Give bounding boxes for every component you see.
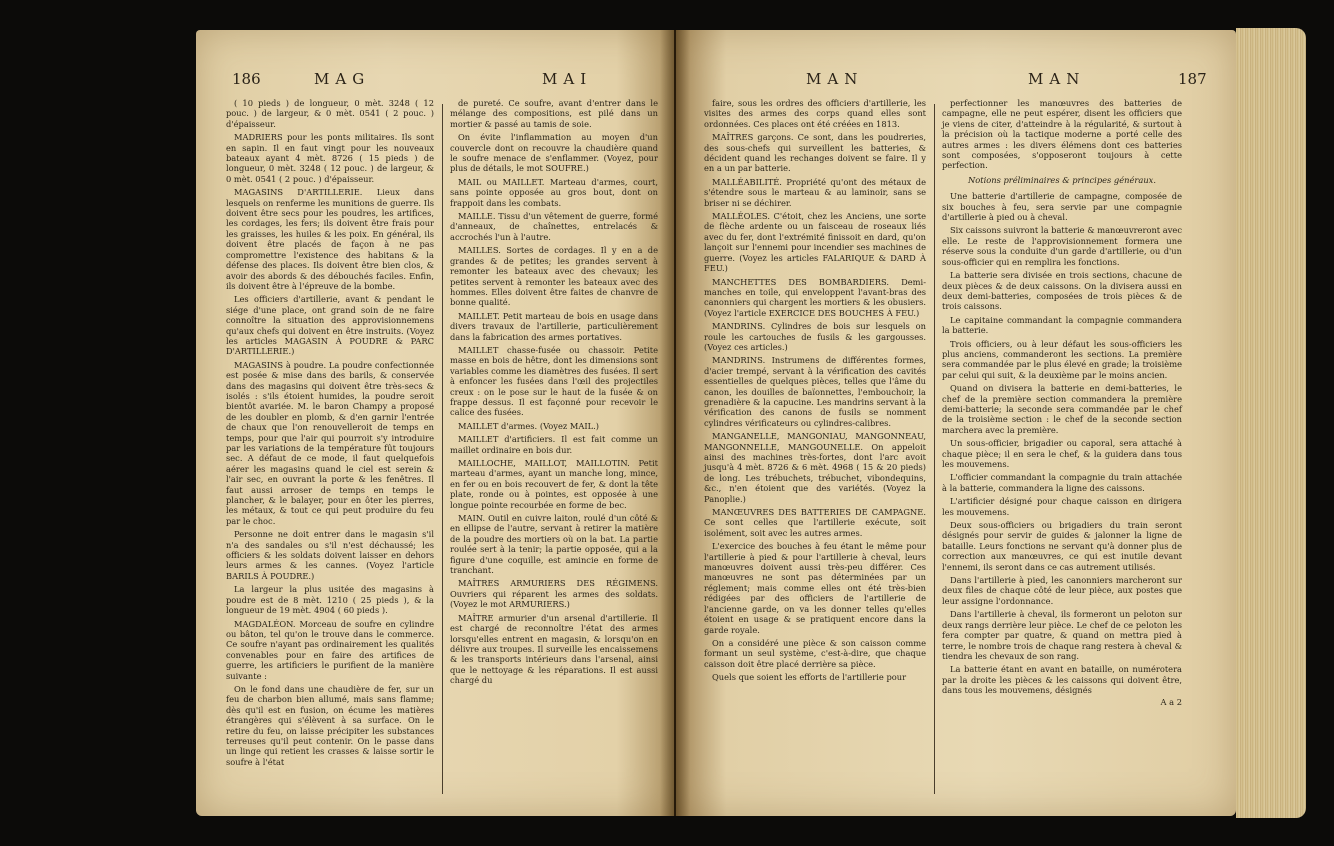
paragraph: Une batterie d'artillerie de campagne, composée de six bouches à feu, sera servie par une compagnie d'artillerie à pied ou à cheval. bbox=[942, 191, 1182, 223]
paragraph: La largeur la plus usitée des magasins à poudre est de 8 mèt. 1210 ( 25 pieds ), & la longueur de 19 mèt. 4904 ( 60 pieds ). bbox=[226, 584, 434, 616]
running-head-right-1: MAN bbox=[806, 70, 864, 88]
paragraph: MAIL ou MAILLET. Marteau d'armes, court, sans pointe opposée au gros bout, dont on frappoit dans les combats. bbox=[450, 176, 658, 208]
paragraph: On le fond dans une chaudière de fer, sur un feu de charbon bien allumé, mais sans flamme; dès qu'il est en fusion, on écume les matières étrangères qui s'élèvent à sa surface. On le retire du feu, on laisse précipiter les substances terreuses qu'il peut contenir. On le passe dans un linge qui retient les crasses & laisse sortir le soufre à l'état bbox=[226, 683, 434, 767]
paragraph: MAILLET d'artificiers. Il est fait comme un maillet ordinaire en bois dur. bbox=[450, 434, 658, 455]
paragraph: MAÎTRES garçons. Ce sont, dans les poudreries, des sous-chefs qui surveillent les batteries, & décident quand les rechanges doivent se faire. Il y en a un par batterie. bbox=[704, 132, 926, 174]
page-number-left: 186 bbox=[232, 70, 261, 88]
paragraph: ( 10 pieds ) de longueur, 0 mèt. 3248 ( 12 pouc. ) de largeur, & 0 mèt. 0541 ( 2 pouc. ) d'épaisseur. bbox=[226, 98, 434, 129]
paragraph: L'officier commandant la compagnie du train attachée à la batterie, commandera la ligne des caissons. bbox=[942, 472, 1182, 493]
paragraph: L'exercice des bouches à feu étant le même pour l'artillerie à pied & pour l'artillerie à cheval, leurs manœuvres doivent aussi très-peu différer. Ces manœuvres ne sont pas déterminées par un réglement; mais comme elles ont été très-bien rédigées par des officiers de l'artillerie de l'ancienne garde, on va les donner telles qu'elles étoient en usage & se pratiquent encore dans la garde royale. bbox=[704, 541, 926, 635]
paragraph: MAÎTRE armurier d'un arsenal d'artillerie. Il est chargé de reconnoître l'état des armes lorsqu'elles entrent en magasin, & lorsqu'on en délivre aux troupes. Il surveille les encaissemens & les transports intérieurs dans l'arsenal, ainsi que le nettoyage & les réparations. Il est aussi chargé du bbox=[450, 612, 658, 686]
left-page bbox=[196, 30, 674, 816]
paragraph: MAILLOCHE, MAILLOT, MAILLOTIN. Petit marteau d'armes, ayant un manche long, mince, en fer ou en bois recouvert de fer, & dont la tête plate, ronde ou à pointes, est opposée à une longue pointe recourbée en forme de bec. bbox=[450, 458, 658, 510]
right-page-column-1 bbox=[704, 98, 926, 686]
paragraph: On évite l'inflammation au moyen d'un couvercle dont on recouvre la chaudière quand le soufre menace de s'enflammer. (Voyez, pour plus de détails, le mot SOUFRE.) bbox=[450, 132, 658, 174]
section-title: Notions préliminaires & principes généraux. bbox=[968, 174, 1156, 185]
paragraph: Personne ne doit entrer dans le magasin s'il n'a des sandales ou s'il n'est déchaussé; les officiers & les soldats doivent laisser en dehors leurs armes & les cannes. (Voyez l'article BARILS À POUDRE.) bbox=[226, 529, 434, 581]
paragraph: MANDRINS. Instrumens de différentes formes, d'acier trempé, servant à la vérification des cavités essentielles de quelques pièces, telles que l'âme du canon, les douilles de baïonnettes, l'embouchoir, la grenadière & la capucine. Les mandrins servant à la vérification des canons de fusils se nomment cylindres vérificateurs ou cylindres-calibres. bbox=[704, 355, 926, 428]
paragraph: MADRIERS pour les ponts militaires. Ils sont en sapin. Il en faut vingt pour les nouveaux bateaux ayant 4 mèt. 8726 ( 15 pieds ) de longueur, 0 mèt. 3248 ( 12 pouc. ) de largeur, & 0 mèt. 0541 ( 2 pouc. ) d'épaisseur. bbox=[226, 132, 434, 184]
left-page-column-2 bbox=[450, 98, 658, 689]
right-page bbox=[676, 30, 1236, 816]
running-head-right-2: MAN bbox=[1028, 70, 1086, 88]
paragraph: MALLÉOLES. C'étoit, chez les Anciens, une sorte de flèche ardente ou un faisceau de roseaux liés avec du fer, dont l'extrémité finissoit en dard, qu'on lançoit sur l'ennemi pour incendier ses machines de guerre. (Voyez les articles FALARIQUE & DARD À FEU.) bbox=[704, 211, 926, 274]
paragraph: Quels que soient les efforts de l'artillerie pour bbox=[712, 672, 907, 683]
page-edges bbox=[1236, 28, 1306, 818]
paragraph: La batterie étant en avant en bataille, on numérotera par la droite les pièces & les caissons qui doivent être, dans tous les mouvemens, désignés bbox=[942, 664, 1182, 696]
paragraph: MANŒUVRES DES BATTERIES DE CAMPAGNE. Ce sont celles que l'artillerie exécute, soit isolément, soit avec les autres armes. bbox=[704, 507, 926, 538]
paragraph: Un sous-officier, brigadier ou caporal, sera attaché à chaque pièce; il en sera le chef, & la guidera dans tous les mouvemens. bbox=[942, 438, 1182, 469]
paragraph: L'artificier désigné pour chaque caisson en dirigera les mouvemens. bbox=[942, 496, 1182, 517]
running-head-left-1: MAG bbox=[314, 70, 371, 88]
paragraph: Trois officiers, ou à leur défaut les sous-officiers les plus anciens, commanderont les sections. La première sera commandée par le plus élevé en grade; la troisième par celui qui suit, & la deuxième par le moins ancien. bbox=[942, 338, 1182, 380]
paragraph: Dans l'artillerie à cheval, ils formeront un peloton sur deux rangs derrière leur pièce. Le chef de ce peloton les fera compter par quatre, & quand on mettra pied à terre, le nombre trois de chaque rang restera à cheval & tiendra les chevaux de son rang. bbox=[942, 609, 1182, 661]
signature-mark: A a 2 bbox=[1160, 696, 1182, 707]
paragraph: MAILLET d'armes. (Voyez MAIL.) bbox=[458, 420, 600, 431]
paragraph: MAILLE. Tissu d'un vêtement de guerre, formé d'anneaux, de chaînettes, entrelacés & accrochés l'un à l'autre. bbox=[450, 211, 658, 242]
paragraph: Dans l'artillerie à pied, les canonniers marcheront sur deux files de chaque côté de leur pièce, aux postes que leur assigne l'ordonnance. bbox=[942, 575, 1182, 606]
column-rule bbox=[442, 104, 443, 794]
paragraph: Les officiers d'artillerie, avant & pendant le siége d'une place, ont grand soin de ne faire connoître la situation des approvisionnemens qu'aux chefs qui doivent en être instruits. (Voyez les articles MAGASIN À POUDRE & PARC D'ARTILLERIE.) bbox=[226, 294, 434, 357]
column-rule bbox=[934, 104, 935, 794]
paragraph: La batterie sera divisée en trois sections, chacune de deux pièces & de deux caissons. On la divisera aussi en deux demi-batteries, composées de trois pièces & de trois caissons. bbox=[942, 270, 1182, 312]
paragraph: MAIN. Outil en cuivre laiton, roulé d'un côté & en ellipse de l'autre, servant à retirer la matière de la poudre des mortiers où on la bat. La partie roulée sert à la tenir; la partie opposée, qui a la figure d'une coquille, est amincie en forme de tranchant. bbox=[450, 513, 658, 576]
paragraph: On a considéré une pièce & son caisson comme formant un seul système, c'est-à-dire, que chaque caisson doit être placé derrière sa pièce. bbox=[704, 637, 926, 669]
page-number-right: 187 bbox=[1178, 70, 1207, 88]
paragraph: MANGANELLE, MANGONIAU, MANGONNEAU, MANGONNELLE, MANGOUNELLE. On appeloit ainsi des machines très-fortes, dont l'arc avoit jusqu'à 4 mèt. 8726 & 6 mèt. 4968 ( 15 & 20 pieds) de long. Les trébuchets, trébuchet, vibondequins, &c., n'en étoient que des variétés. (Voyez la Panoplie.) bbox=[704, 431, 926, 504]
right-page-column-2 bbox=[942, 98, 1182, 710]
paragraph: MAGDALÉON. Morceau de soufre en cylindre ou bâton, tel qu'on le trouve dans le commerce. Ce soufre n'ayant pas ordinairement les qualités convenables pour en faire des artifices de guerre, les artificiers le purifient de la manière suivante : bbox=[226, 618, 434, 681]
paragraph: MAILLET chasse-fusée ou chassoir. Petite masse en bois de hêtre, dont les dimensions sont variables comme les diamètres des fusées. Il sert à enfoncer les fusées dans l'œil des projectiles creux : on le pose sur le haut de la fusée & on frappe dessus. Il est façonné pour recevoir le calice des fusées. bbox=[450, 344, 658, 418]
paragraph: faire, sous les ordres des officiers d'artillerie, les visites des armes des corps quand elles sont ordonnées. Ces places ont été créées en 1813. bbox=[704, 98, 926, 129]
paragraph: Deux sous-officiers ou brigadiers du train seront désignés pour servir de guides & jalonner la ligne de bataille. Leurs fonctions ne servant qu'à donner plus de correction aux manœuvres, ce qui est inutile devant l'ennemi, ils seront dans ce cas autrement utilisés. bbox=[942, 520, 1182, 572]
paragraph: MALLÉABILITÉ. Propriété qu'ont des métaux de s'étendre sous le marteau & au laminoir, sans se briser ni se déchirer. bbox=[704, 176, 926, 208]
book-gutter bbox=[660, 30, 690, 816]
paragraph: Six caissons suivront la batterie & manœuvreront avec elle. Le reste de l'approvisionnement formera une réserve sous la conduite d'un garde d'artillerie, ou d'un sous-officier qui en remplira les fonctions. bbox=[942, 225, 1182, 267]
left-page-column-1 bbox=[226, 98, 434, 770]
paragraph: Quand on divisera la batterie en demi-batteries, le chef de la première section commandera la première demi-batterie; la seconde sera commandée par le chef de la troisième section : le chef de la seconde section marchera avec la première. bbox=[942, 383, 1182, 435]
paragraph: MAÎTRES ARMURIERS DES RÉGIMENS. Ouvriers qui réparent les armes des soldats. (Voyez le mot ARMURIERS.) bbox=[450, 578, 658, 610]
paragraph: MANCHETTES DES BOMBARDIERS. Demi-manches en toile, qui enveloppent l'avant-bras des canonniers qui chargent les mortiers & les obusiers. (Voyez l'article EXERCICE DES BOUCHES À FEU.) bbox=[704, 276, 926, 318]
paragraph: perfectionner les manœuvres des batteries de campagne, elle ne peut espérer, disent les officiers que je viens de citer, d'atteindre à la régularité, & surtout à la précision où la tactique moderne a porté celle des autres armes : les divers élémens dont ces batteries sont composées, s'opposeront toujours à cette perfection. bbox=[942, 98, 1182, 171]
paragraph: MAGASINS D'ARTILLERIE. Lieux dans lesquels on renferme les munitions de guerre. Ils doivent être secs pour les poudres, les artifices, les cordages, les fers; ils doivent être frais pour les graisses, les huiles & les poix. En général, ils doivent être placés de façon à ne pas compromettre l'existence des habitans & la défense des places. Ils doivent être bien clos, & avoir des abords & des débouchés faciles. Enfin, ils doivent être à l'épreuve de la bombe. bbox=[226, 187, 434, 291]
paragraph: MANDRINS. Cylindres de bois sur lesquels on roule les cartouches de fusils & les gargousses. (Voyez ces articles.) bbox=[704, 321, 926, 352]
paragraph: MAGASINS à poudre. La poudre confectionnée est posée & mise dans des barils, & conservée dans des magasins qui doivent être très-secs & isolés : s'ils étoient humides, la poudre seroit bientôt avariée. M. le baron Champy a proposé de les doubler en plomb, & d'en garnir l'entrée de chaux que l'on renouvelleroit de temps en temps, pour que l'air qui pourroit s'y introduire par les variations de la température fût toujours sec. A défaut de ce mode, il faut quelquefois aérer les magasins quand le ciel est serein & l'air sec, en ouvrant la porte & les fenêtres. Il faut aussi arroser de temps en temps le plancher, & le balayer, pour en ôter les pierres, les métaux, & tout ce qui peut produire du feu par le choc. bbox=[226, 359, 434, 526]
paragraph: Le capitaine commandant la compagnie commandera la batterie. bbox=[942, 314, 1182, 336]
paragraph: MAILLES. Sortes de cordages. Il y en a de grandes & de petites; les grandes servent à remonter les bateaux avec des chevaux; les petites servent à remonter les bateaux avec des hommes. Elles doivent être faites de chanvre de bonne qualité. bbox=[450, 245, 658, 308]
running-head-left-2: MAI bbox=[542, 70, 593, 88]
paragraph: de pureté. Ce soufre, avant d'entrer dans le mélange des compositions, est pilé dans un mortier & passé au tamis de soie. bbox=[450, 98, 658, 129]
paragraph: MAILLET. Petit marteau de bois en usage dans divers travaux de l'artillerie, particulièrement dans la fabrication des armes portatives. bbox=[450, 310, 658, 342]
